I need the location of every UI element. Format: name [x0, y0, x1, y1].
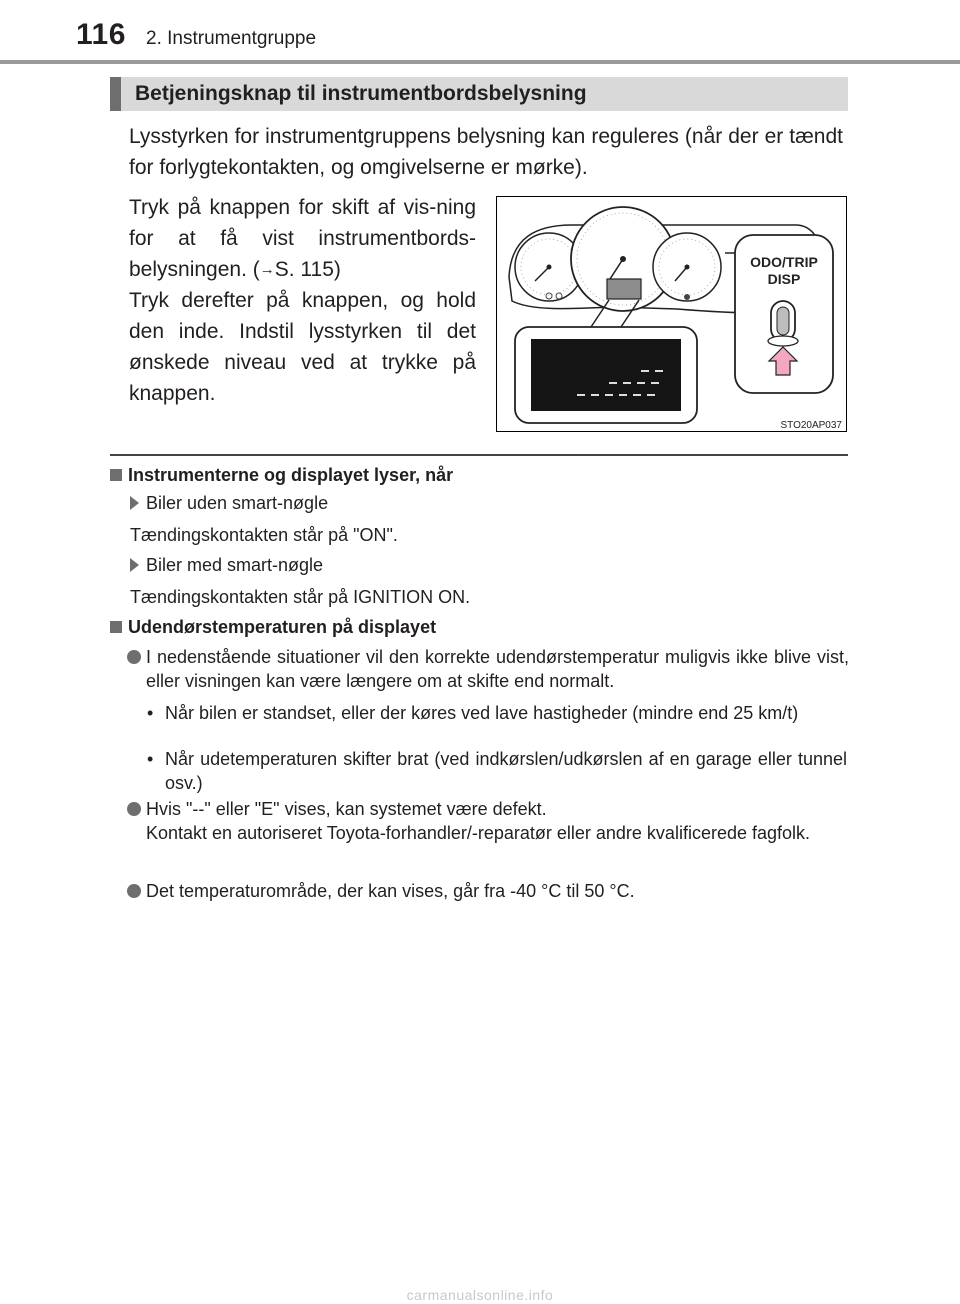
instrument-cluster-illustration [496, 196, 847, 432]
bullet-item-1 [127, 645, 849, 693]
dash-item-2 [147, 747, 847, 795]
instruction-step-1-text: Tryk på knappen for skift af vis-ning for at få vist instrumentbords-belysningen. ( [129, 196, 476, 281]
page-reference: S. 115) [274, 258, 341, 281]
dot-marker-icon: • [147, 703, 154, 723]
intro-paragraph: Lysstyrken for instrumentgruppens belysning kan reguleres (når der er tændt for forlygtekontakten, og omgivelserne er mørke). [129, 125, 843, 179]
chapter-title: 2. Instrumentgruppe [146, 28, 317, 49]
circle-bullet-icon [127, 884, 141, 898]
sub-heading-2-text: Biler med smart-nøgle [146, 555, 324, 575]
header-divider [0, 60, 960, 64]
dash-item-1-text: Når bilen er standset, eller der køres ved lave hastigheder (mindre end 25 km/t) [165, 703, 799, 723]
watermark: carmanualsonline.info [406, 1287, 554, 1303]
bullet-item-2-line1: Hvis "--" eller "E" vises, kan systemet være defekt. [146, 799, 547, 819]
circle-bullet-icon [127, 650, 141, 664]
sub-heading-1 [130, 493, 328, 514]
bullet-item-2 [127, 797, 849, 845]
bullet-item-1-text: I nedenstående situationer vil den korrekte udendørstemperatur muligvis ikke blive vist, eller visningen kan være længere om at skifte end normalt. [146, 647, 849, 691]
arrow-right-icon: → [259, 261, 275, 278]
bullet-item-2-text [146, 797, 849, 845]
triangle-bullet-icon [130, 496, 139, 510]
button-label-line2: DISP [767, 271, 801, 287]
page-number: 116 [76, 18, 126, 51]
instruction-step-1 [129, 192, 476, 285]
instructions [129, 192, 476, 409]
cluster-drawing [497, 197, 846, 431]
note-heading-1 [110, 465, 453, 486]
note-text-1: Tændingskontakten står på "ON". [130, 525, 398, 545]
section-title-bar [110, 77, 848, 111]
dash-item-1 [147, 701, 847, 725]
note-heading-2 [110, 617, 436, 638]
zoomed-display [531, 339, 681, 411]
triangle-bullet-icon [130, 558, 139, 572]
dot-marker-icon: • [147, 749, 154, 769]
bullet-item-2-line2: Kontakt en autoriseret Toyota-forhandler/-reparatør eller andre kvalificerede fagfolk. [146, 823, 811, 843]
bullet-item-3 [127, 879, 849, 903]
sub-heading-2 [130, 555, 323, 576]
section-divider [110, 454, 848, 456]
note-heading-2-text: Udendørstemperaturen på displayet [128, 617, 437, 637]
circle-bullet-icon [127, 802, 141, 816]
dash-item-2-text: Når udetemperaturen skifter brat (ved indkørslen/udkørslen af en garage eller tunnel osv.) [165, 749, 847, 793]
note-heading-1-text: Instrumenterne og displayet lyser, når [128, 465, 454, 485]
square-bullet-icon [110, 621, 122, 633]
odo-trip-knob-icon [768, 301, 798, 346]
instruction-step-2: Tryk derefter på knappen, og hold den inde. Indstil lysstyrken til det ønskede niveau ved at trykke på knappen. [129, 289, 476, 405]
button-label-line1: ODO/TRIP [750, 254, 818, 270]
display-window [607, 279, 641, 299]
note-text-2: Tændingskontakten står på IGNITION ON. [130, 587, 471, 607]
square-bullet-icon [110, 469, 122, 481]
bullet-item-3-text: Det temperaturområde, der kan vises, går fra -40 °C til 50 °C. [146, 881, 635, 901]
section-title: Betjeningsknap til instrumentbordsbelysning [135, 82, 587, 105]
sub-heading-1-text: Biler uden smart-nøgle [146, 493, 329, 513]
figure-code: STO20AP037 [780, 420, 842, 431]
